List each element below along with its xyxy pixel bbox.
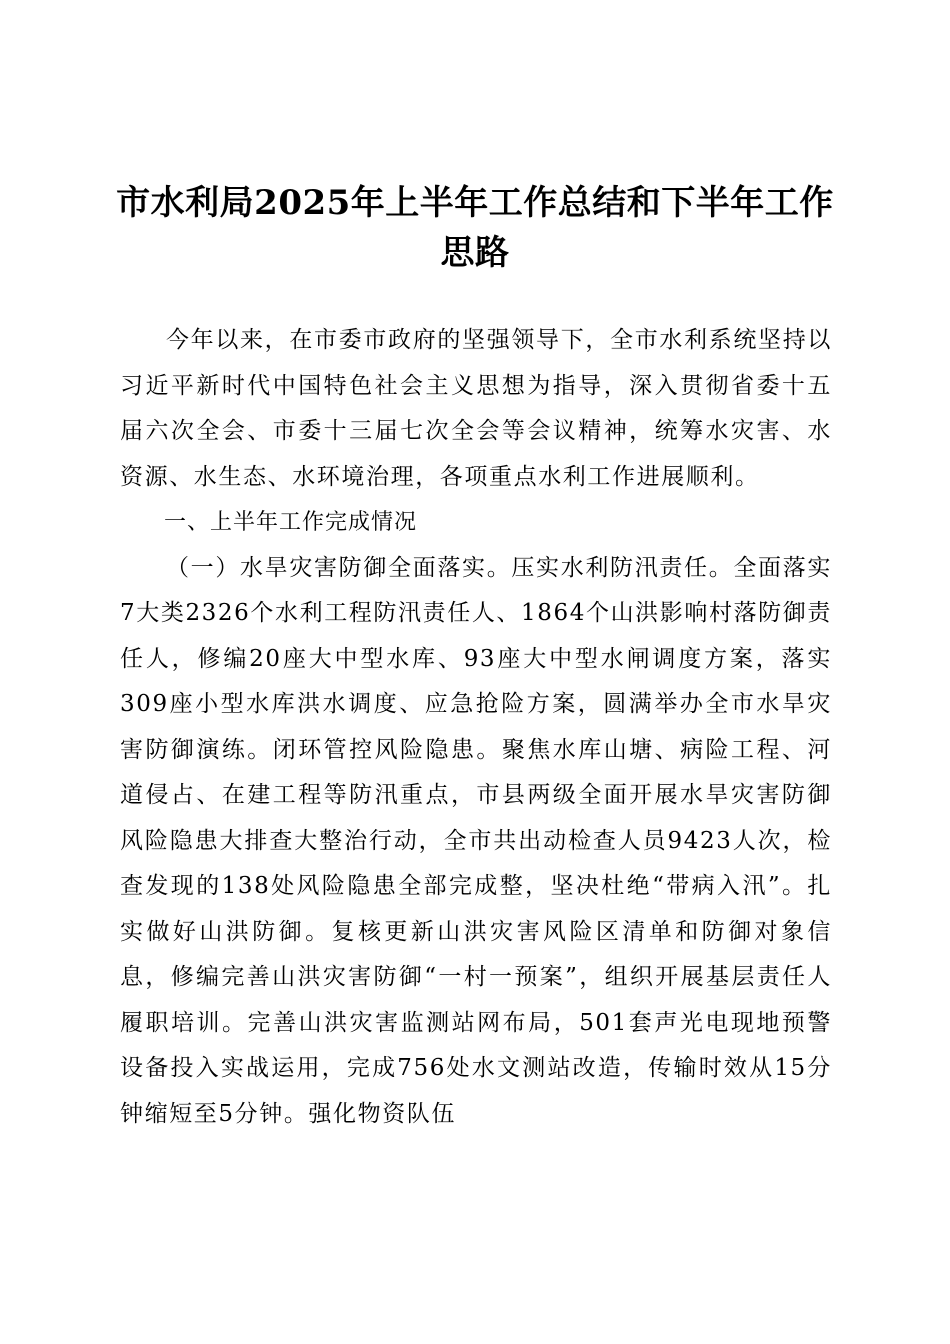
document-body — [120, 318, 832, 1137]
section-1-heading: 一、上半年工作完成情况 — [164, 510, 418, 535]
document-title: 市水利局2025年上半年工作总结和下半年工作思路 — [116, 183, 834, 273]
intro-paragraph: 今年以来，在市委市政府的坚强领导下，全市水利系统坚持以习近平新时代中国特色社会主义思想为指导，深入贯彻省委十五届六次全会、市委十三届七次全会等会议精神，统筹水灾害、水资源、水生态、水环境治理，各项重点水利工作进展顺利。 — [120, 327, 832, 490]
section-1-paragraph: （一）水旱灾害防御全面落实。压实水利防汛责任。全面落实7大类2326个水利工程防汛责任人、1864个山洪影响村落防御责任人，修编20座大中型水库、93座大中型水闸调度方案，落实309座小型水库洪水调度、应急抢险方案，圆满举办全市水旱灾害防御演练。闭环管控风险隐患。聚焦水库山塘、病险工程、河道侵占、在建工程等防汛重点，市县两级全面开展水旱灾害防御风险隐患大排查大整治行动，全市共出动检查人员9423人次，检查发现的138处风险隐患全部完成整，坚决杜绝“带病入汛”。扎实做好山洪防御。复核更新山洪灾害风险区清单和防御对象信息，修编完善山洪灾害防御“一村一预案”，组织开展基层责任人履职培训。完善山洪灾害监测站网布局，501套声光电现地预警设备投入实战运用，完成756处水文测站改造，传输时效从15分钟缩短至5分钟。强化物资队伍 — [120, 554, 832, 1127]
